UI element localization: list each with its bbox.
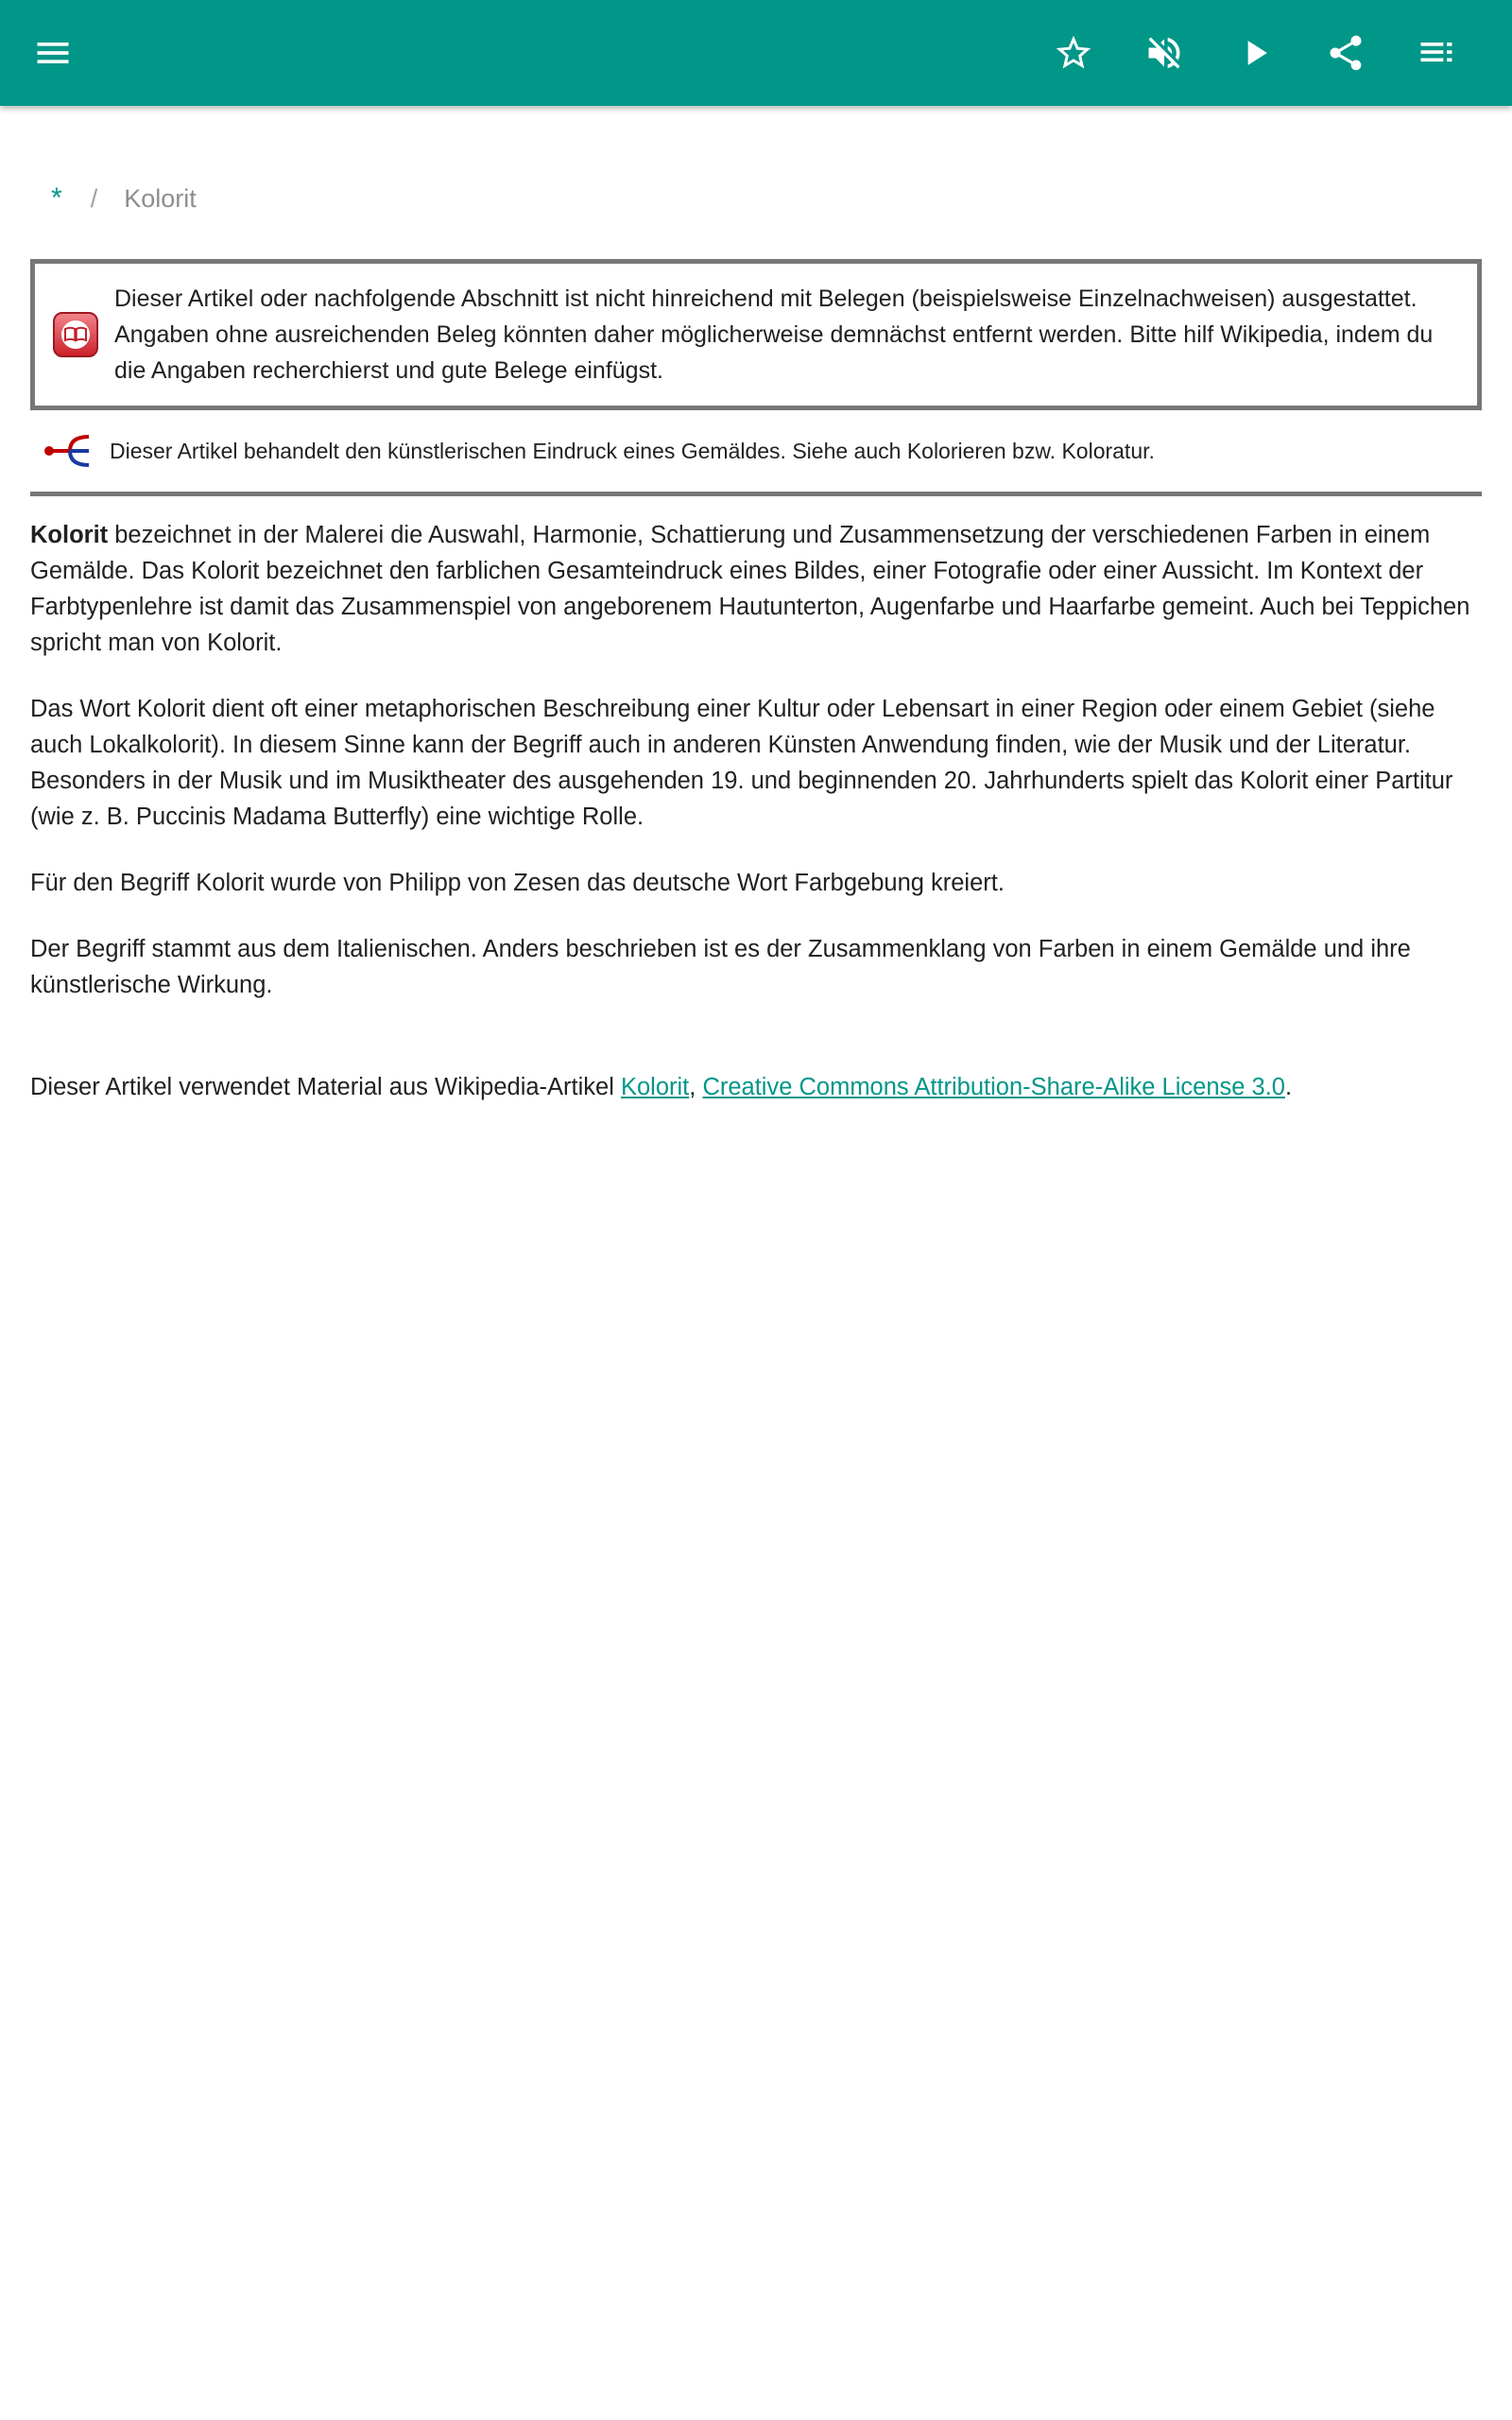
- play-icon: [1234, 32, 1276, 74]
- disambiguation-hatnote: [30, 410, 1482, 496]
- article-paragraph: [30, 517, 1482, 661]
- share-icon: [1325, 32, 1366, 74]
- menu-button[interactable]: [23, 23, 83, 83]
- lead-term: Kolorit: [30, 522, 109, 548]
- missing-sources-notice: [30, 259, 1482, 410]
- breadcrumb-home-link[interactable]: *: [51, 182, 62, 214]
- breadcrumb: [30, 172, 1482, 225]
- attribution-footer: [30, 1069, 1482, 1105]
- bookmark-button[interactable]: [1043, 23, 1104, 83]
- notice-text: Dieser Artikel oder nachfolgende Abschnitt ist nicht hinreichend mit Belegen (beispielsweise Einzelnachweisen) ausgestattet. Angaben ohne ausreichenden Beleg könnten daher möglicherweise demnächst entfernt werden. Bitte hilf Wikipedia, indem du die Angaben recherchierst und gute Belege einfügst.: [114, 285, 1434, 384]
- play-button[interactable]: [1225, 23, 1285, 83]
- attribution-prefix: Dieser Artikel verwendet Material aus Wikipedia-Artikel: [30, 1074, 621, 1100]
- article-paragraph: Für den Begriff Kolorit wurde von Philipp von Zesen das deutsche Wort Farbgebung kreiert.: [30, 870, 1005, 896]
- article-paragraph: Der Begriff stammt aus dem Italienischen. Anders beschrieben ist es der Zusammenklang von Farben in einem Gemälde und ihre künstlerische Wirkung.: [30, 936, 1411, 998]
- breadcrumb-separator: /: [90, 183, 98, 213]
- app-toolbar: [0, 0, 1512, 106]
- hatnote-text: Dieser Artikel behandelt den künstlerischen Eindruck eines Gemäldes. Siehe auch Kolorieren bzw. Koloratur.: [110, 438, 1155, 463]
- menu-icon: [32, 32, 74, 74]
- disambiguation-icon: [42, 431, 94, 471]
- article-content: [30, 106, 1482, 1130]
- mute-button[interactable]: [1134, 23, 1194, 83]
- lead-text: bezeichnet in der Malerei die Auswahl, Harmonie, Schattierung und Zusammensetzung der verschiedenen Farben in einem Gemälde. Das Kolorit bezeichnet den farblichen Gesamteindruck eines Bildes, einer Fotografie oder einer Aussicht. Im Kontext der Farbtypenlehre ist damit das Zusammenspiel von angeborenem Hautunterton, Augenfarbe und Haarfarbe gemeint. Auch bei Teppichen spricht man von Kolorit.: [30, 522, 1470, 656]
- license-link[interactable]: Creative Commons Attribution-Share-Alike License 3.0: [702, 1074, 1285, 1100]
- source-article-link[interactable]: Kolorit: [620, 1074, 690, 1100]
- playlist-icon: [1416, 32, 1457, 74]
- article-paragraph: Das Wort Kolorit dient oft einer metaphorischen Beschreibung einer Kultur oder Lebensart in einer Region oder einem Gebiet (siehe auch Lokalkolorit). In diesem Sinne kann der Begriff auch in anderen Künsten Anwendung finden, wie der Musik und der Literatur. Besonders in der Musik und im Musiktheater des ausgehenden 19. und beginnenden 20. Jahrhunderts spielt das Kolorit einer Partitur (wie z. B. Puccinis Madama Butterfly) eine wichtige Rolle.: [30, 696, 1453, 830]
- attribution-comma: ,: [689, 1074, 703, 1100]
- star-outline-icon: [1053, 32, 1094, 74]
- book-warning-icon: [52, 311, 99, 358]
- share-button[interactable]: [1315, 23, 1376, 83]
- breadcrumb-current: Kolorit: [124, 183, 197, 213]
- attribution-suffix: .: [1284, 1074, 1293, 1100]
- volume-off-icon: [1143, 32, 1185, 74]
- contents-button[interactable]: [1406, 23, 1467, 83]
